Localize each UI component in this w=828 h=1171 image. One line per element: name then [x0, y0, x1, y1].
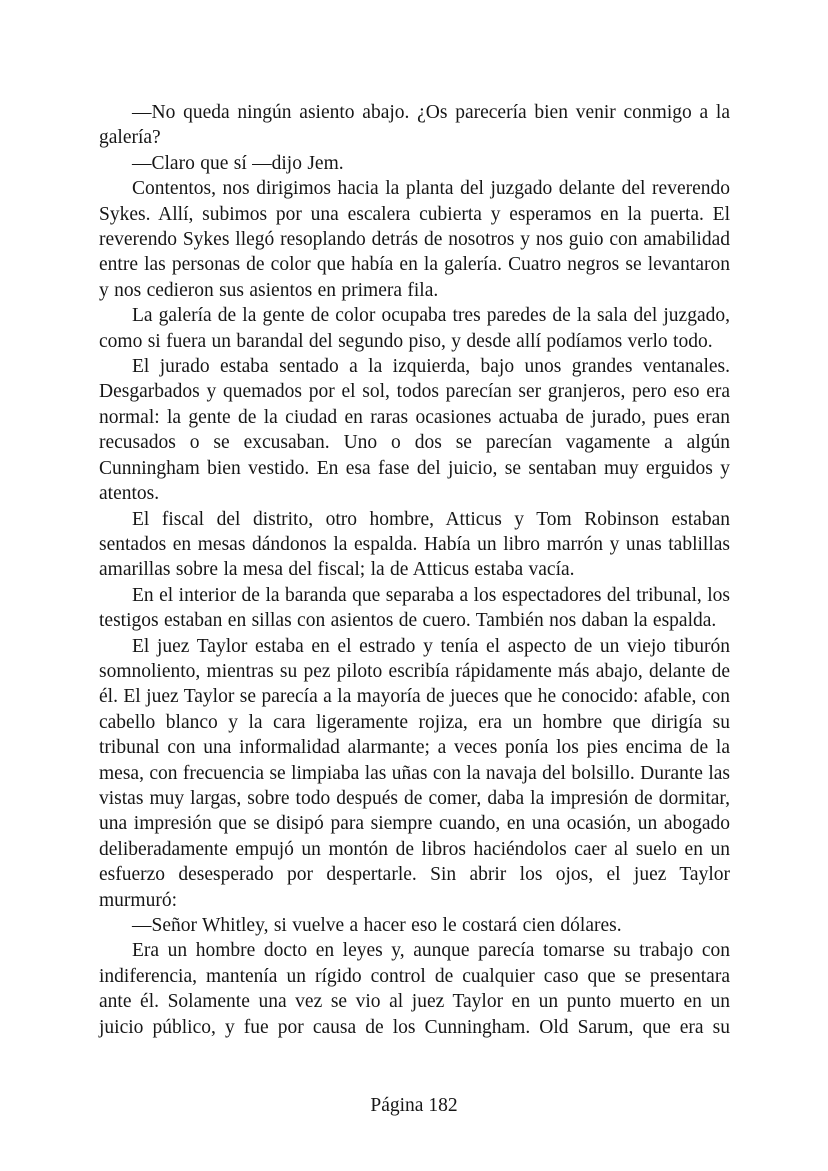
paragraph: El juez Taylor estaba en el estrado y tenía el aspecto de un viejo tiburón somnoliento, mientras su pez piloto escribía rápidamente más abajo, delante de él. El juez Taylor se parecía a la mayoría de jueces que he conocido: afable, con cabello blanco y la cara ligeramente rojiza, era un hombre que dirigía su tribunal con una informalidad alarmante; a veces ponía los pies encima de la mesa, con frecuencia se limpiaba las uñas con la navaja del bolsillo. Durante las vistas muy largas, sobre todo después de comer, daba la impresión de dormitar, una impresión que se disipó para siempre cuando, en una ocasión, un abogado deliberadamente empujó un montón de libros haciéndolos caer al suelo en un esfuerzo desesperado por despertarle. Sin abrir los ojos, el juez Taylor murmuró: [99, 635, 730, 911]
paragraph-dialogue: —No queda ningún asiento abajo. ¿Os parecería bien venir conmigo a la galería? [99, 102, 730, 149]
paragraph-dialogue: —Claro que sí —dijo Jem. [132, 152, 344, 174]
paragraph: El fiscal del distrito, otro hombre, Atticus y Tom Robinson estaban sentados en mesas dándonos la espalda. Había un libro marrón y unas tablillas amarillas sobre la mesa del fiscal; la de Atticus estaba vacía. [99, 508, 730, 581]
page-footer [0, 1093, 828, 1118]
paragraph: En el interior de la baranda que separaba a los espectadores del tribunal, los testigos estaban en sillas con asientos de cuero. También nos daban la espalda. [99, 584, 730, 632]
paragraph-dialogue: —Señor Whitley, si vuelve a hacer eso le costará cien dólares. [132, 915, 622, 936]
page-text [99, 100, 730, 1040]
paragraph: La galería de la gente de color ocupaba tres paredes de la sala del juzgado, como si fuera un barandal del segundo piso, y desde allí podíamos verlo todo. [99, 305, 730, 352]
page-number-label: Página 182 [370, 1095, 458, 1116]
paragraph: Era un hombre docto en leyes y, aunque parecía tomarse su trabajo con indiferencia, mantenía un rígido control de cualquier caso que se presentara ante él. Solamente una vez se vio al juez Taylor en un punto muerto en un juicio público, y fue por causa de los Cunningham. Old Sarum, que era su [99, 940, 730, 1038]
paragraph: El jurado estaba sentado a la izquierda, bajo unos grandes ventanales. Desgarbados y quemados por el sol, todos parecían ser granjeros, pero eso era normal: la gente de la ciudad en raras ocasiones actuaba de jurado, pues eran recusados o se excusaban. Uno o dos se parecían vagamente a algún Cunningham bien vestido. En esa fase del juicio, se sentaban muy erguidos y atentos. [99, 356, 730, 505]
paragraph: Contentos, nos dirigimos hacia la planta del juzgado delante del reverendo Sykes. Allí, subimos por una escalera cubierta y esperamos en la puerta. El reverendo Sykes llegó resoplando detrás de nosotros y nos guio con amabilidad entre las personas de color que había en la galería. Cuatro negros se levantaron y nos cedieron sus asientos en primera fila. [99, 178, 730, 301]
